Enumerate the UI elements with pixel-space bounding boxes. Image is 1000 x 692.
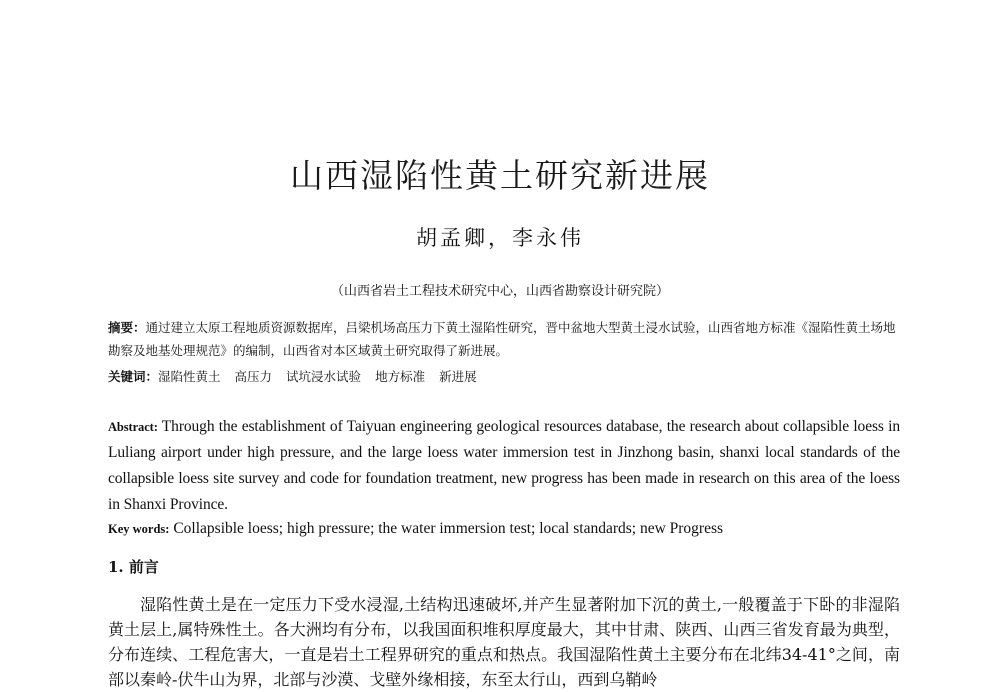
chinese-abstract [108,316,898,362]
chinese-keyword: 地方标准 [375,369,426,384]
section-title: 前言 [128,558,159,576]
chinese-keyword: 高压力 [234,369,273,384]
chinese-keyword: 试坑浸水试验 [286,369,362,384]
english-keywords-text: Collapsible loess; high pressure; the water immersion test; local standards; new Progress [173,520,724,537]
body-paragraph: 湿陷性黄土是在一定压力下受水浸湿,土结构迅速破坏,并产生显著附加下沉的黄土,一般覆盖于下卧的非湿陷黄土层上,属特殊性土。各大洲均有分布，以我国面积堆积厚度最大，其中甘肃、陕西、山西三省发育最为典型，分布连续、工程危害大，一直是岩土工程界研究的重点和热点。我国湿陷性黄土主要分布在北纬34-41°之间，南部以秦岭-伏牛山为界，北部与沙漠、戈壁外缘相接，东至太行山，西到乌鞘岭 [108,595,900,689]
chinese-keywords-label: 关键词： [108,369,159,384]
chinese-abstract-text: 通过建立太原工程地质资源数据库，吕梁机场高压力下黄土湿陷性研究，晋中盆地大型黄土浸水试验，山西省地方标准《湿陷性黄土场地勘察及地基处理规范》的编制，山西省对本区域黄土研究取得了新进展。 [108,320,896,358]
paper-affiliation: （山西省岩土工程技术研究中心，山西省勘察设计研究院） [330,284,669,299]
section-heading [108,556,159,577]
english-abstract-label: Abstract: [108,420,158,434]
chinese-keyword: 湿陷性黄土 [158,369,221,384]
chinese-keywords [108,367,898,387]
english-keywords [108,518,900,540]
english-abstract-text: Through the establishment of Taiyuan engineering geological resources database, the research about collapsible loess in Luliang airport under high pressure, and the large loess water immersion test in Jinzhong basin, shanxi local standards of the collapsible loess site survey and code for foundation treatment, new progress has been made in research on this area of the loess in Shanxi Province. [108,418,900,513]
chinese-abstract-label: 摘要： [108,320,146,335]
paper-title: 山西湿陷性黄土研究新进展 [290,156,710,195]
chinese-keyword: 新进展 [439,369,477,384]
english-keywords-label: Key words: [108,522,170,536]
english-abstract [108,414,900,518]
paper-authors: 胡孟卿，李永伟 [416,226,584,250]
section-number: 1. [108,558,124,576]
